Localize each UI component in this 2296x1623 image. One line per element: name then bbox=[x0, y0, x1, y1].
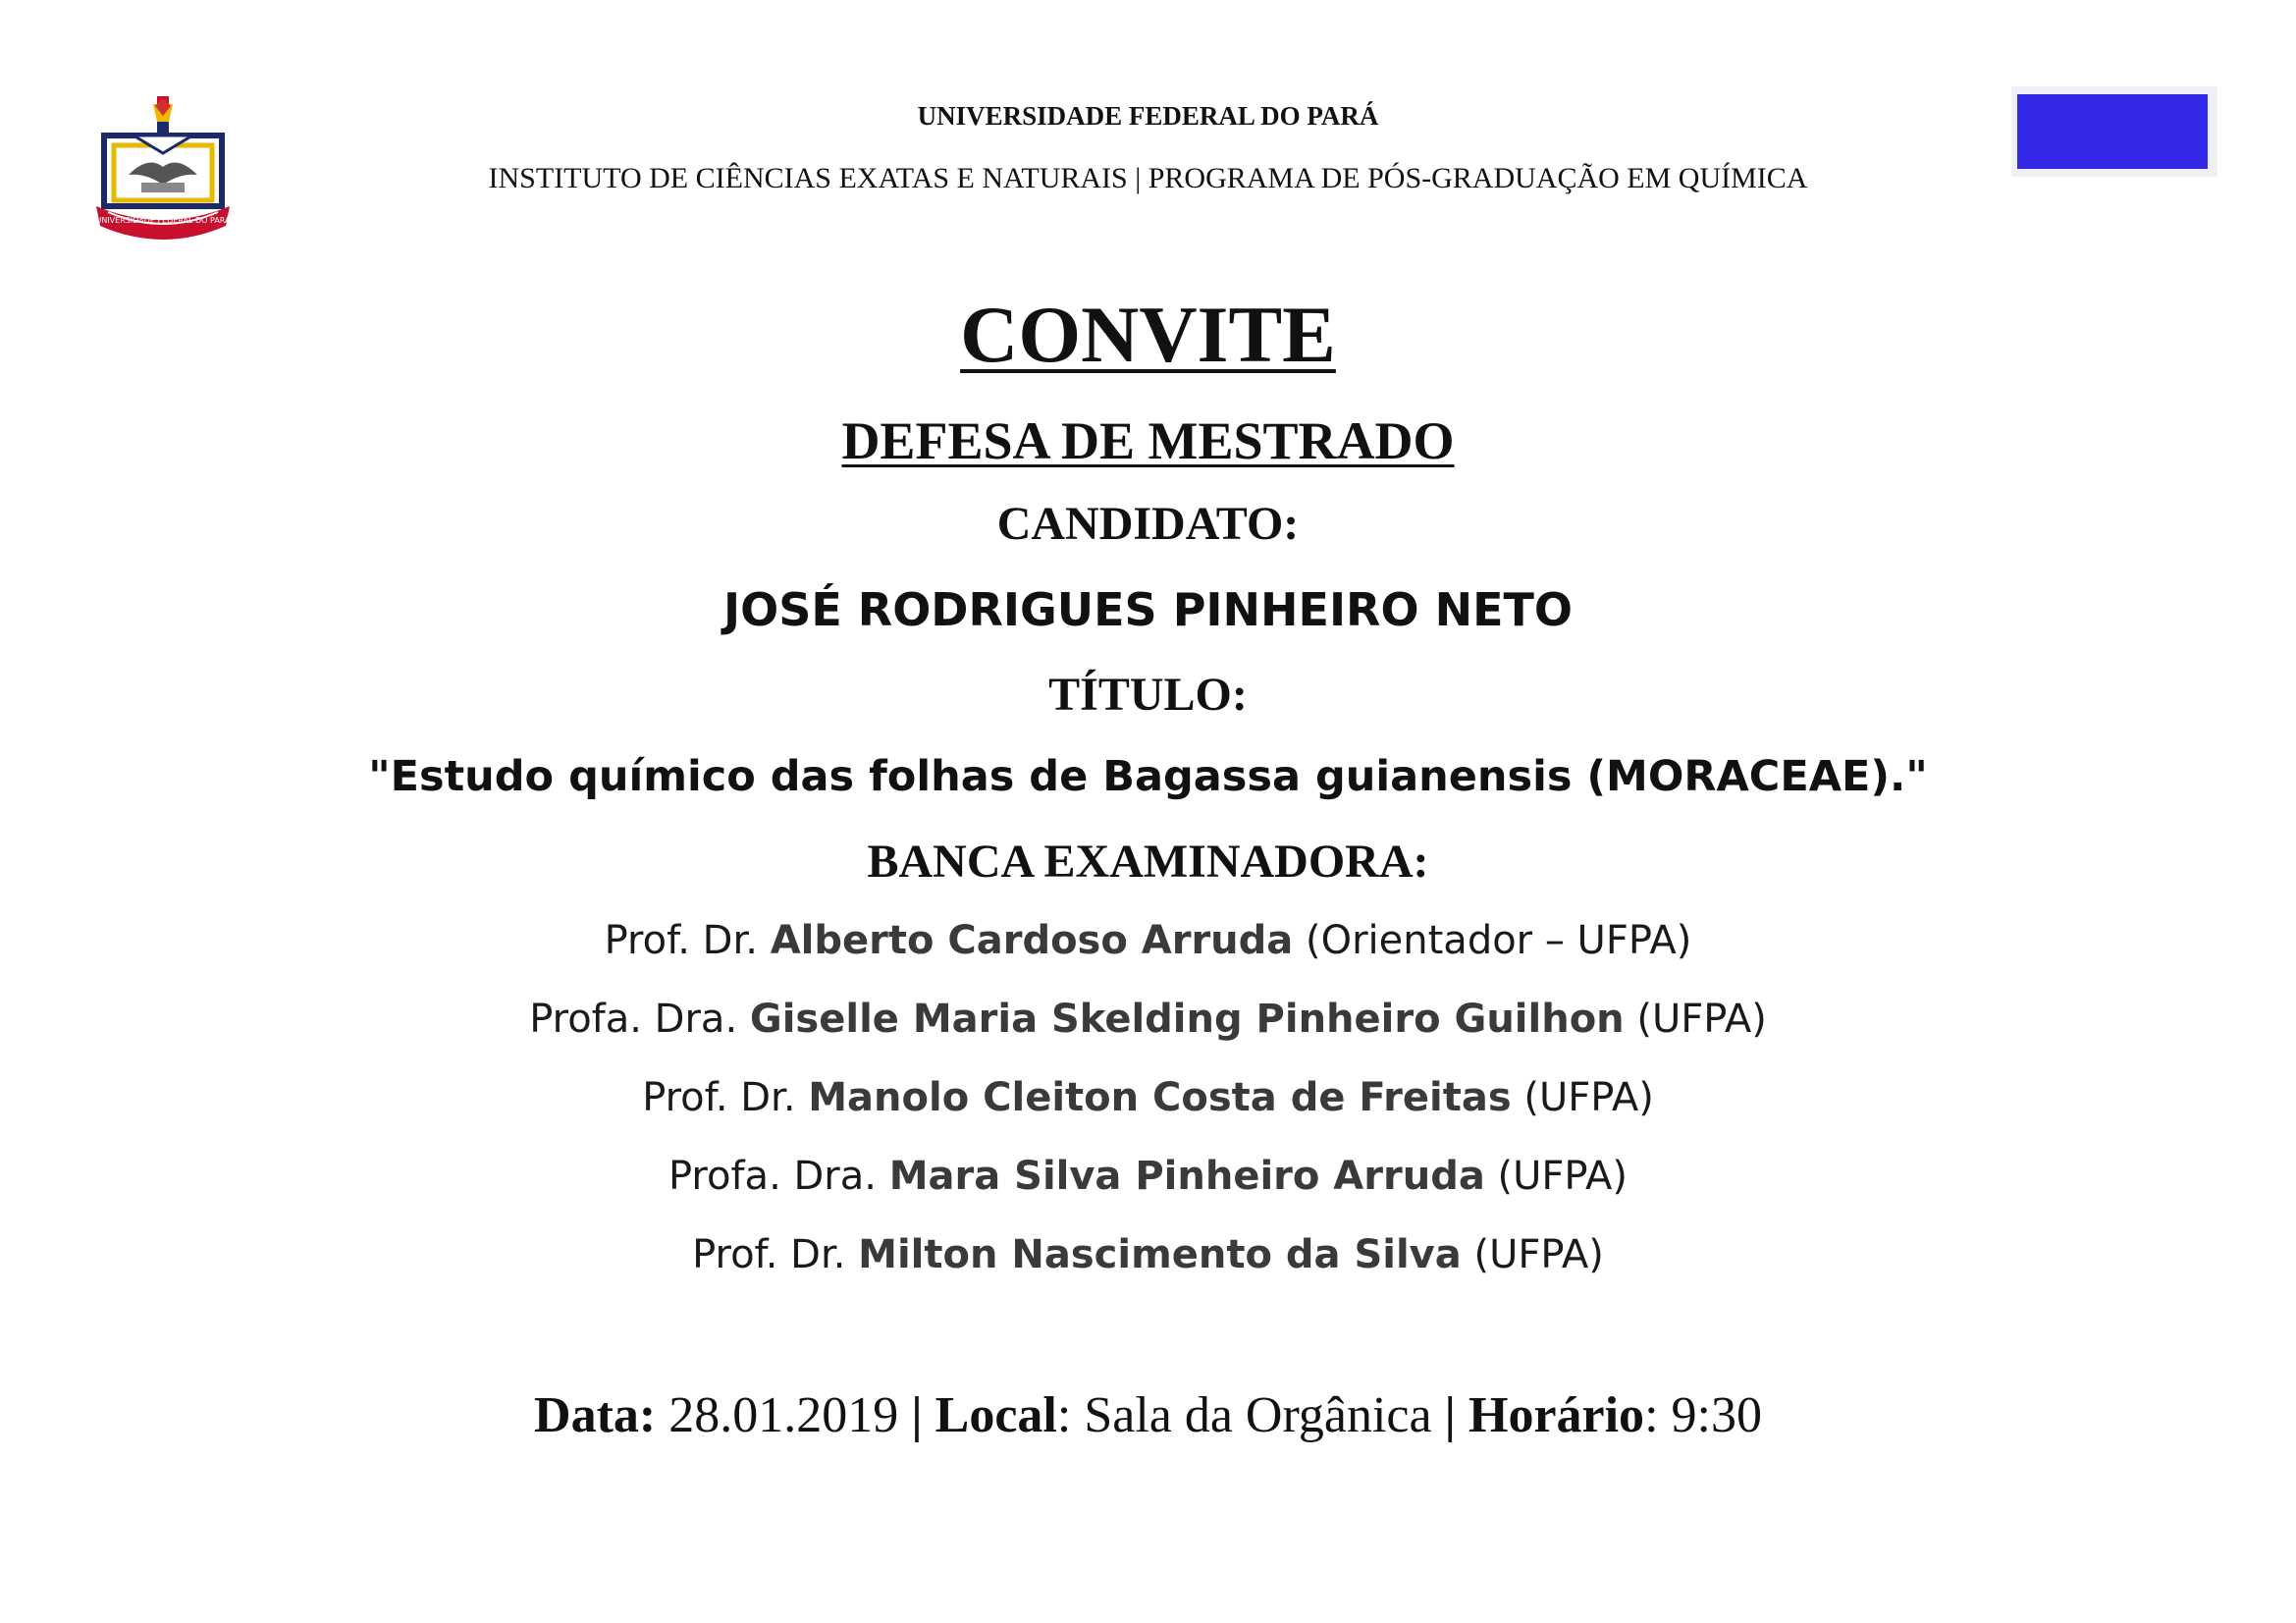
member-name: Giselle Maria Skelding Pinheiro Guilhon bbox=[749, 997, 1625, 1042]
member-name: Manolo Cleiton Costa de Freitas bbox=[808, 1075, 1512, 1120]
location-label: Local bbox=[922, 1387, 1057, 1443]
event-details bbox=[0, 1386, 2296, 1444]
committee-member bbox=[0, 1075, 2296, 1120]
thesis-label: TÍTULO: bbox=[1048, 669, 1248, 721]
member-affiliation: (Orientador – UFPA) bbox=[1293, 918, 1692, 963]
date-value: 28.01.2019 bbox=[656, 1387, 912, 1443]
logo-ribbon-text: UNIVERSIDADE FEDERAL DO PARÁ bbox=[95, 216, 231, 225]
time-label: Horário bbox=[1456, 1387, 1645, 1443]
member-prefix: Prof. Dr. bbox=[604, 918, 771, 963]
committee-member bbox=[0, 997, 2296, 1042]
committee-member bbox=[0, 1154, 2296, 1199]
separator: | bbox=[911, 1387, 923, 1443]
member-affiliation: (UFPA) bbox=[1511, 1075, 1654, 1120]
candidate-label: CANDIDATO: bbox=[996, 498, 1300, 550]
page-subtitle: DEFESA DE MESTRADO bbox=[841, 411, 1455, 470]
candidate-name: JOSÉ RODRIGUES PINHEIRO NETO bbox=[722, 583, 1573, 636]
location-value: : Sala da Orgânica bbox=[1056, 1387, 1445, 1443]
time-value: : 9:30 bbox=[1644, 1387, 1762, 1443]
member-name: Alberto Cardoso Arruda bbox=[770, 918, 1294, 963]
university-name: UNIVERSIDADE FEDERAL DO PARÁ bbox=[917, 101, 1379, 131]
committee-label: BANCA EXAMINADORA: bbox=[867, 836, 1429, 888]
institute-program: INSTITUTO DE CIÊNCIAS EXATAS E NATURAIS | PROGRAMA DE PÓS-GRADUAÇÃO EM QUÍMICA bbox=[488, 162, 1808, 194]
member-name: Mara Silva Pinheiro Arruda bbox=[888, 1154, 1485, 1199]
member-affiliation: (UFPA) bbox=[1624, 997, 1767, 1042]
member-name: Milton Nascimento da Silva bbox=[858, 1232, 1462, 1277]
member-affiliation: (UFPA) bbox=[1461, 1232, 1604, 1277]
member-prefix: Profa. Dra. bbox=[529, 997, 750, 1042]
member-affiliation: (UFPA) bbox=[1484, 1154, 1628, 1199]
member-prefix: Prof. Dr. bbox=[692, 1232, 859, 1277]
member-prefix: Prof. Dr. bbox=[642, 1075, 809, 1120]
committee-member bbox=[0, 1232, 2296, 1277]
date-label: Data: bbox=[534, 1387, 657, 1443]
thesis-title: "Estudo químico das folhas de Bagassa guianensis (MORACEAE)." bbox=[368, 752, 1928, 801]
committee-member bbox=[0, 918, 2296, 963]
member-prefix: Profa. Dra. bbox=[668, 1154, 889, 1199]
page-title: CONVITE bbox=[960, 290, 1336, 379]
separator: | bbox=[1444, 1387, 1456, 1443]
